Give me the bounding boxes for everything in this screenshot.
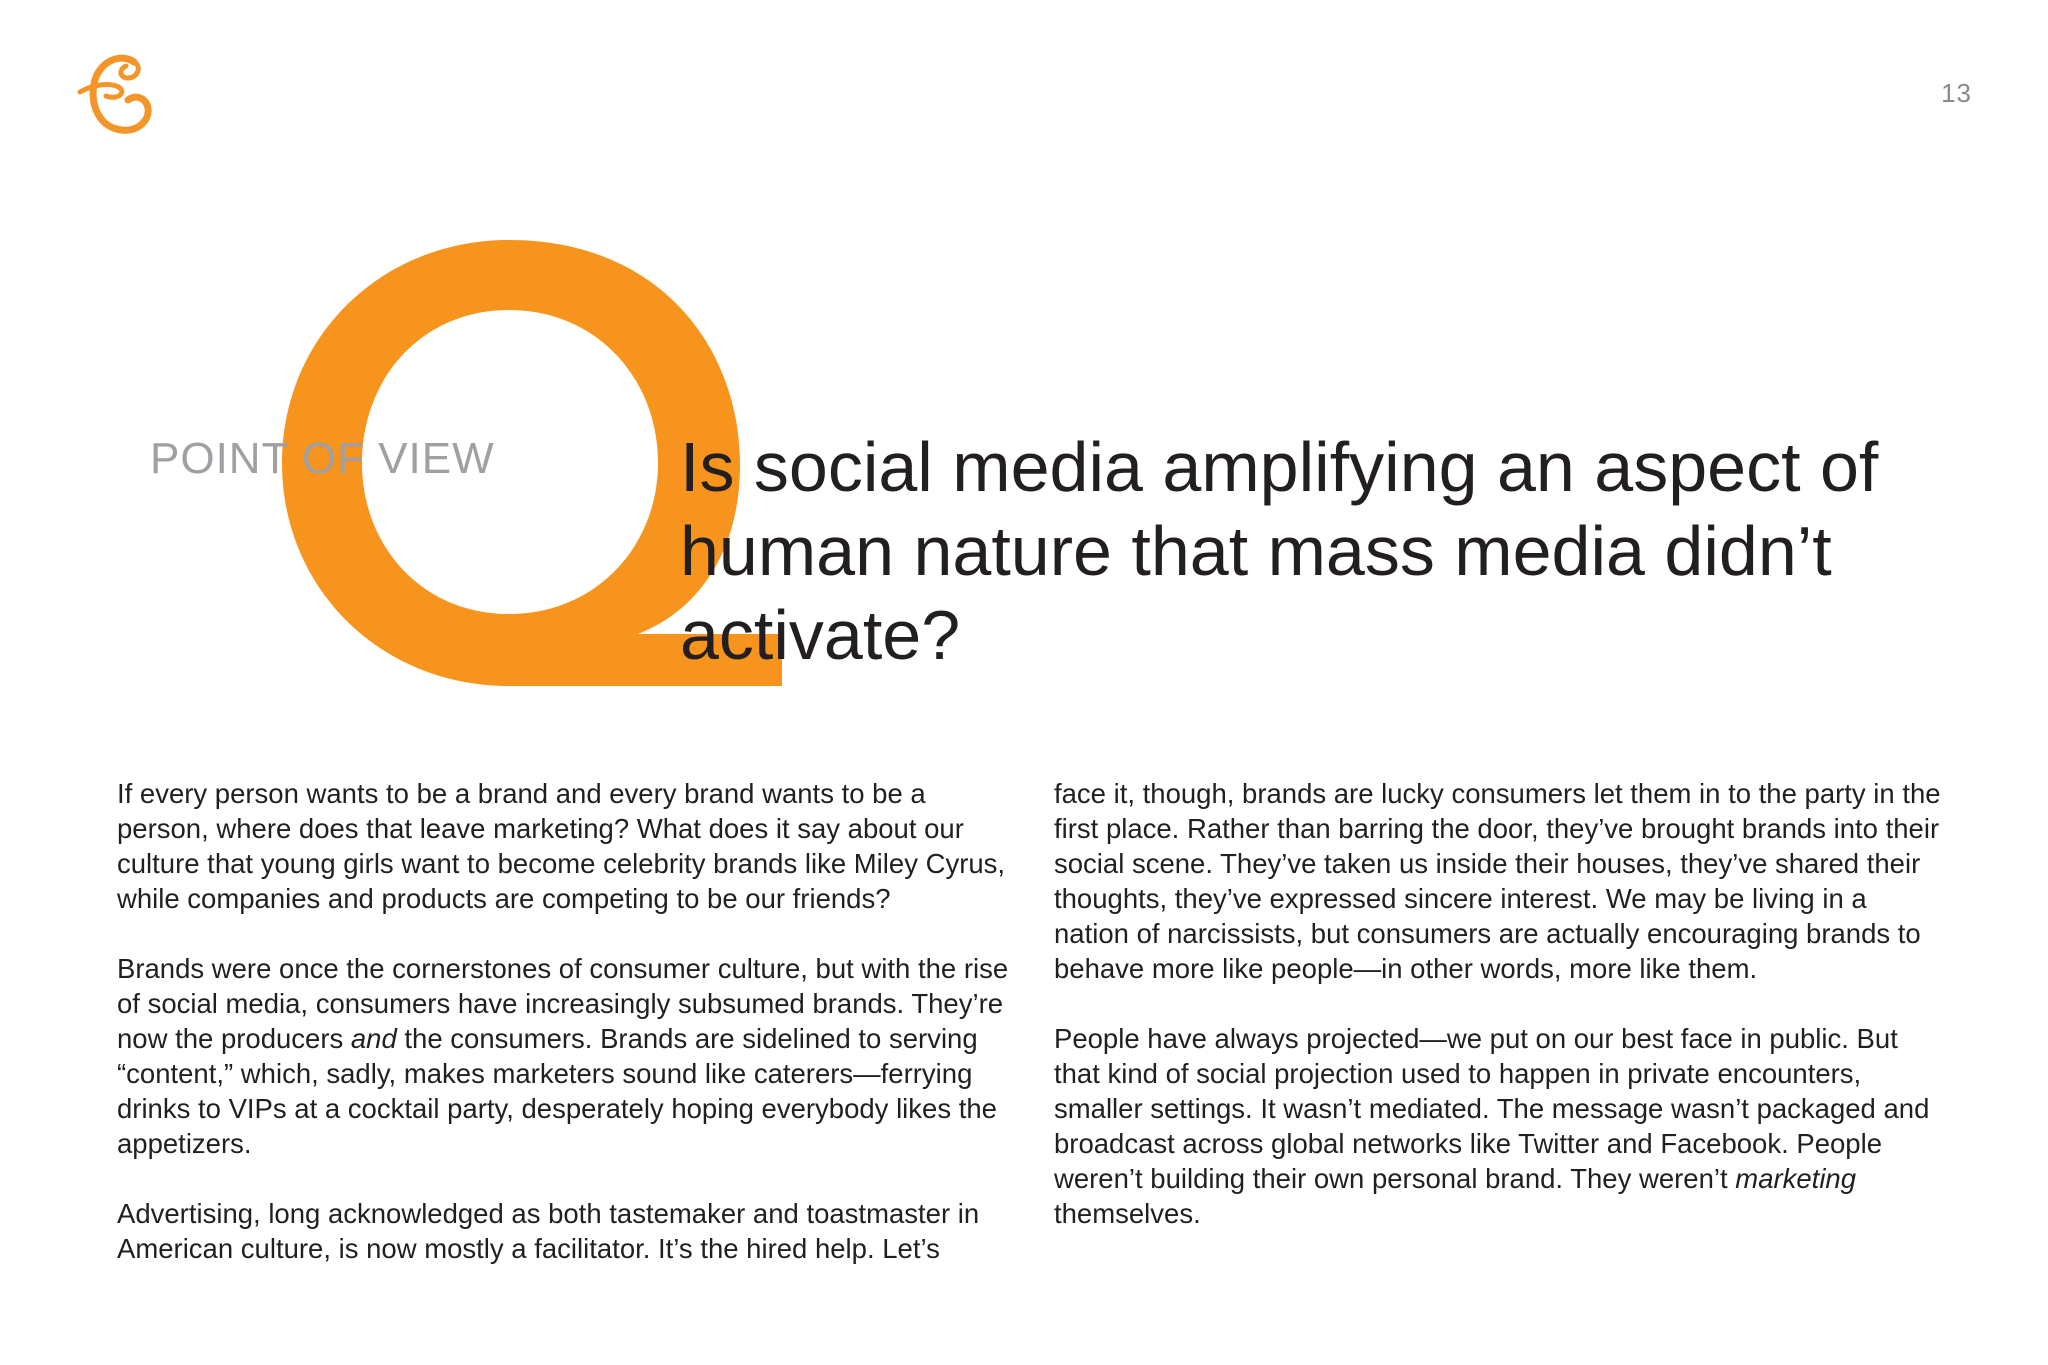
body-paragraph: If every person wants to be a brand and every brand wants to be a person, where does that leave marketing? What does it say about our culture that young girls want to become celebrity brands like Miley Cyrus, while companies and products are competing to be our friends?: [117, 778, 1006, 914]
script-c-logo-icon: [76, 48, 158, 136]
left-column: [117, 776, 1010, 1301]
body-columns: [117, 776, 1947, 1301]
right-column: [1054, 776, 1947, 1301]
emphasis-text: marketing: [1735, 1163, 1857, 1194]
section-label: POINT OF VIEW: [150, 434, 495, 483]
page-number: 13: [1941, 78, 1972, 108]
body-paragraph: People have always projected—we put on our best face in public. But that kind of social projection used to happen in private encounters, smaller settings. It wasn’t mediated. The message wasn’t packaged and broadcast across global networks like Twitter and Facebook. People weren’t building their own personal brand. They weren’t marketing themselves.: [1054, 1023, 1930, 1229]
body-paragraph: face it, though, brands are lucky consumers let them in to the party in the first place. Rather than barring the door, they’ve brought brands into their social scene. They’ve taken us inside their houses, they’ve shared their thoughts, they’ve expressed sincere interest. We may be living in a nation of narcissists, but consumers are actually encouraging brands to behave more like people—in other words, more like them.: [1054, 778, 1941, 984]
body-paragraph: Advertising, long acknowledged as both tastemaker and toastmaster in American culture, is now mostly a facilitator. It’s the hired help. Let’s: [117, 1198, 980, 1264]
emphasis-text: and: [350, 1023, 397, 1054]
body-paragraph: Brands were once the cornerstones of consumer culture, but with the rise of social media, consumers have increasingly subsumed brands. They’re now the producers and the consumers. Brands are sidelined to serving “content,” which, sadly, makes marketers sound like caterers—ferrying drinks to VIPs at a cocktail party, desperately hoping everybody likes the appetizers.: [117, 953, 1009, 1159]
headline: Is social media amplifying an aspect of human nature that mass media didn’t activate?: [680, 428, 1879, 674]
